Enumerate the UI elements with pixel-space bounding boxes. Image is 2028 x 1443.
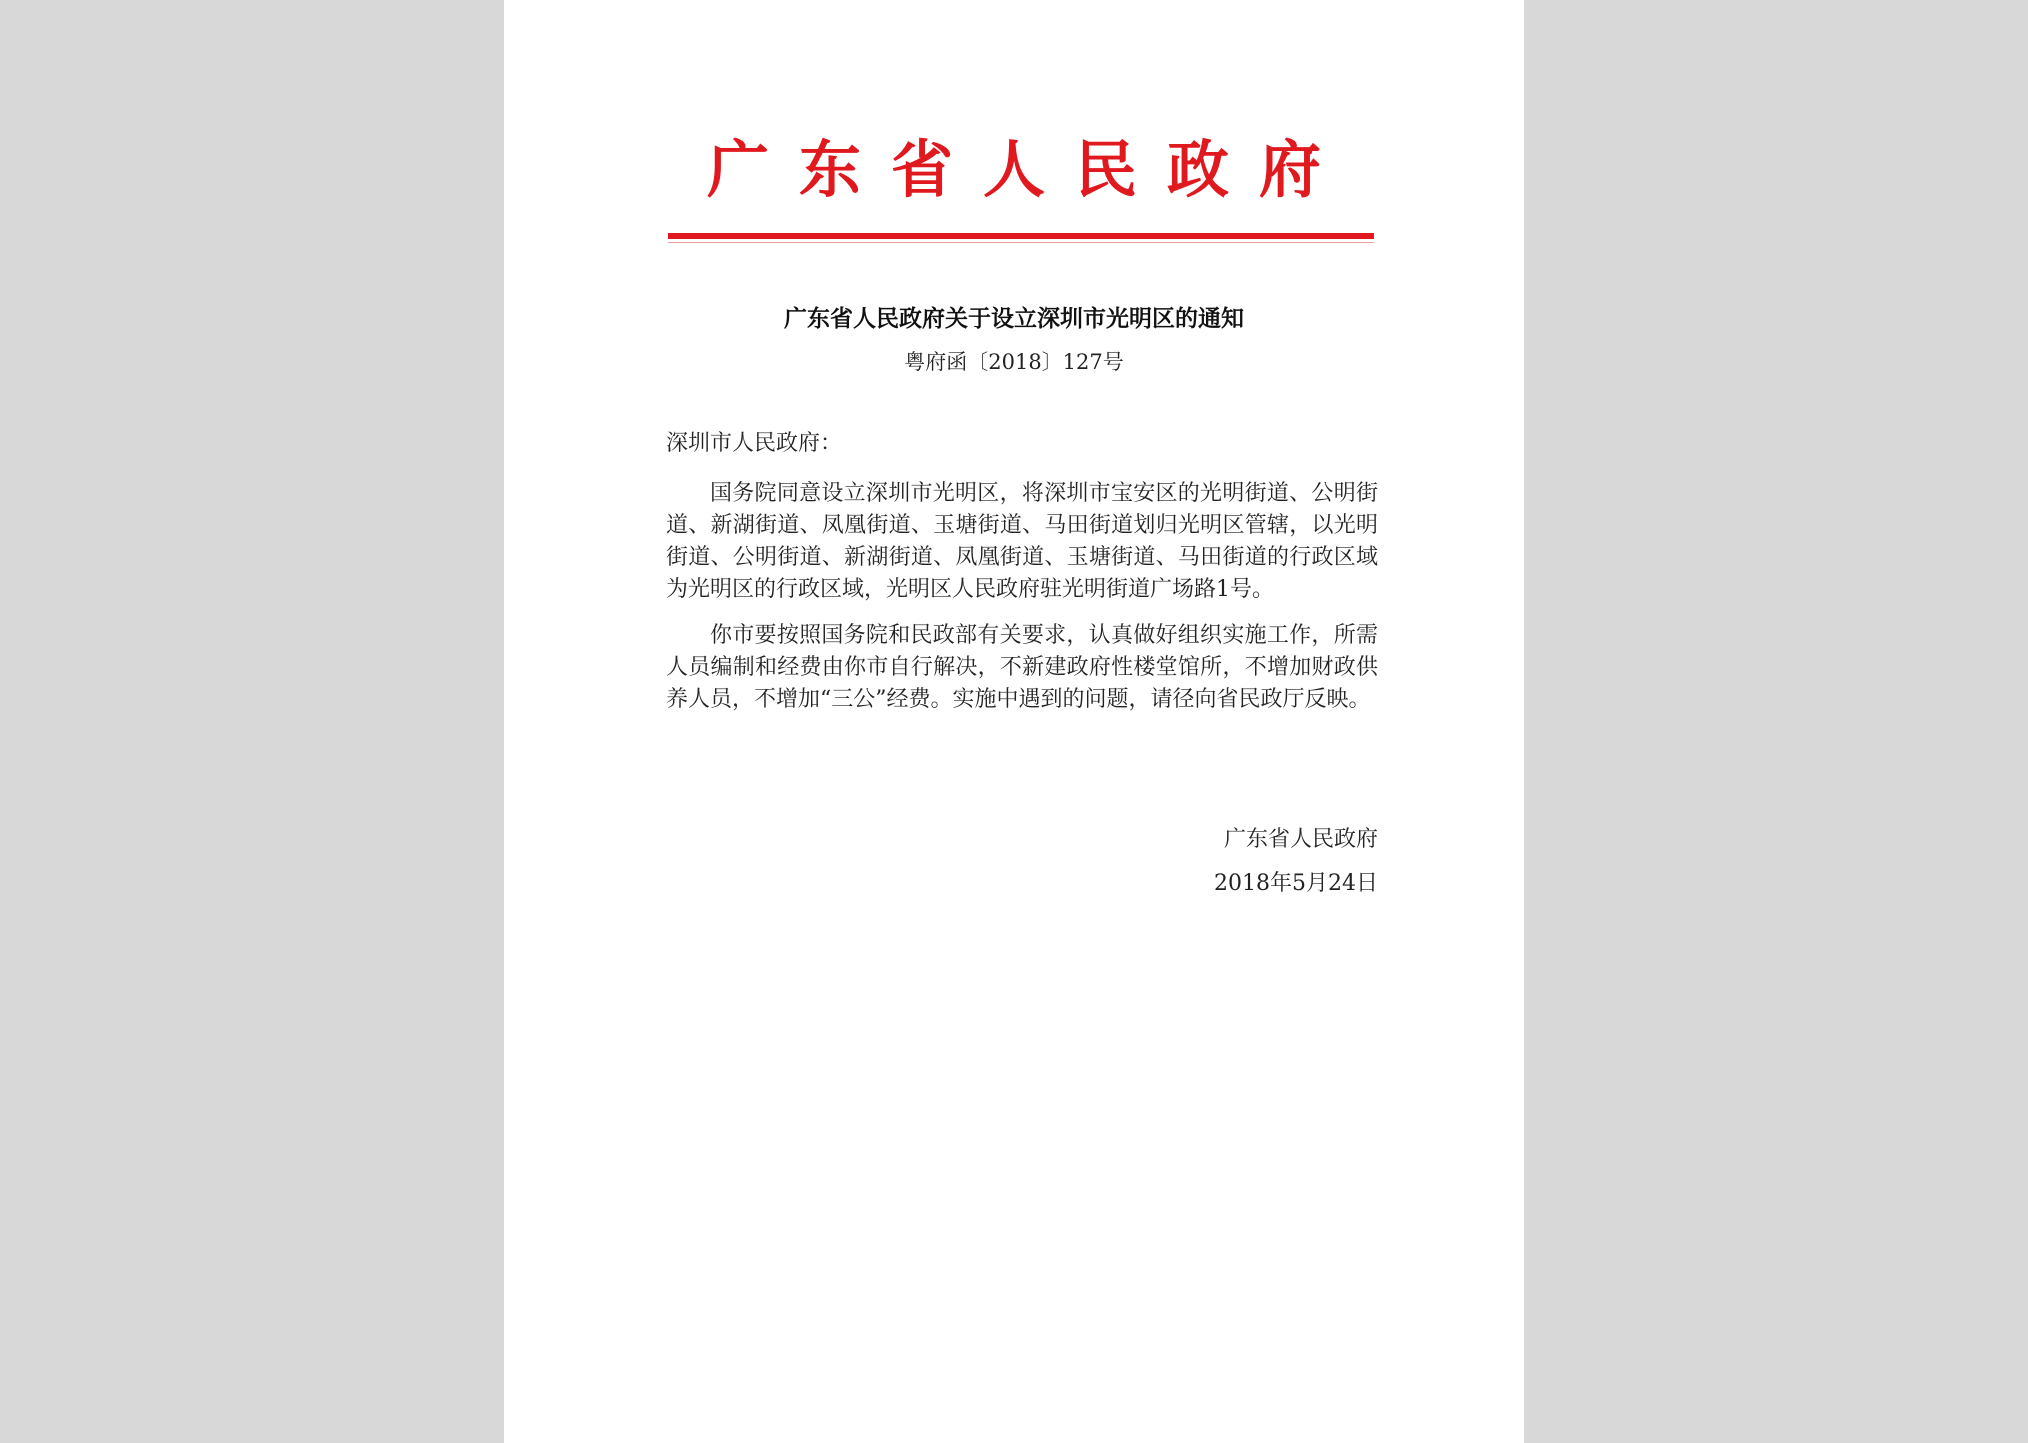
document-page <box>504 0 1524 1443</box>
signature-block <box>1214 818 1378 906</box>
signature-date: 2018年5月24日 <box>1214 871 1378 896</box>
letterhead-red-rule-thin <box>668 242 1374 243</box>
body-paragraph-2: 你市要按照国务院和民政部有关要求，认真做好组织实施工作，所需人员编制和经费由你市自行解决，不新建政府性楼堂馆所，不增加财政供养人员，不增加“三公”经费。实施中遇到的问题，请径向省民政厅反映。 <box>666 623 1378 712</box>
signature-issuer: 广东省人民政府 <box>1223 827 1378 852</box>
document-title: 广东省人民政府关于设立深圳市光明区的通知 <box>784 305 1244 332</box>
document-number: 粤府函〔2018〕127号 <box>904 350 1124 374</box>
document-body <box>666 428 1378 730</box>
addressee: 深圳市人民政府： <box>666 431 843 456</box>
letterhead-title: 广东省人民政府 <box>706 133 1351 206</box>
body-paragraph-1: 国务院同意设立深圳市光明区，将深圳市宝安区的光明街道、公明街道、新湖街道、凤凰街道、玉塘街道、马田街道划归光明区管辖，以光明街道、公明街道、新湖街道、凤凰街道、玉塘街道、马田街道的行政区域为光明区的行政区域，光明区人民政府驻光明街道广场路1号。 <box>666 481 1378 602</box>
letterhead-red-rule <box>668 233 1374 239</box>
